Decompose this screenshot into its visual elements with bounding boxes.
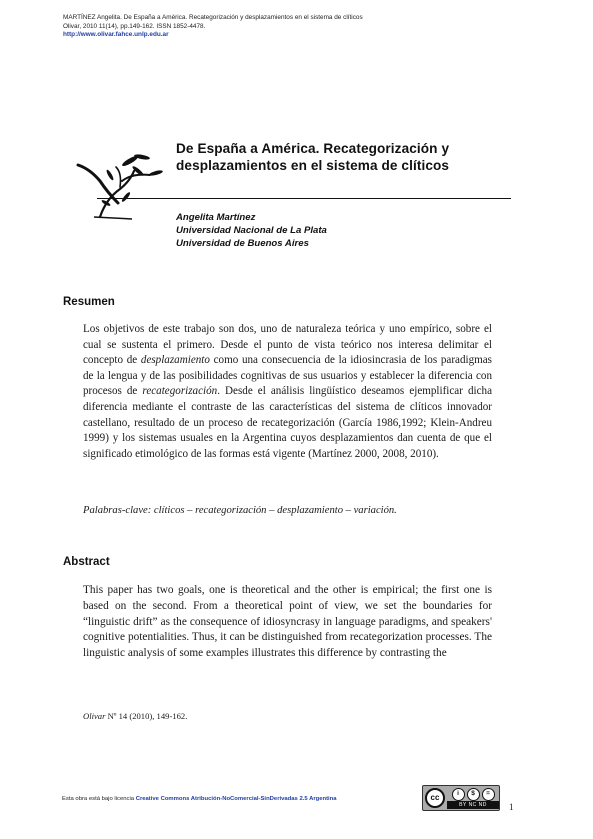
- resumen-paragraph: [83, 322, 492, 462]
- resumen-heading: Resumen: [63, 296, 115, 308]
- author-name: Angelita Martínez: [176, 212, 256, 223]
- resumen-text-part-2: como una consecuencia de la idiosincrasia de los paradigmas de la lengua y de las posibilidades cognitivas de sus usuarios y establecer la diferencia con procesos de: [83, 354, 492, 398]
- journal-name: Olivar: [83, 711, 106, 721]
- resumen-text-part-1: Los objetivos de este trabajo son dos, uno de naturaleza teórica y uno empírico, sobre el cual se sustenta el primero. Desde el punto de vista teórico nos interesa delimitar el concepto de: [83, 323, 492, 367]
- author-block: [176, 211, 327, 250]
- header-citation-line: MARTÍNEZ Angelita. De España a América. Recategorización y desplazamientos en el sistema de clíticos: [63, 14, 363, 21]
- page-number: 1: [509, 802, 514, 812]
- term-desplazamiento: desplazamiento: [140, 354, 210, 367]
- keywords: Palabras-clave: clíticos – recategorización – desplazamiento – variación.: [83, 505, 397, 516]
- abstract-paragraph: This paper has two goals, one is theoretical and the other is empirical; the first one is based on the second. From a theoretical point of view, we set the boundaries for “linguistic drift” as the consequence of idiosyncrasy in language paradigms, and speakers' cognitive potentialities. Thus, it can be distinguished from recategorization processes. The linguistic analysis of some examples illustrates this difference by contrasting the: [83, 584, 492, 660]
- creative-commons-icon[interactable]: [422, 785, 500, 811]
- title-line-1: De España a América. Recategorización y: [176, 141, 450, 156]
- article-title: [176, 140, 516, 174]
- title-divider: [97, 198, 511, 199]
- license-notice: [62, 796, 337, 802]
- journal-citation: [83, 711, 187, 721]
- affiliation-1: Universidad Nacional de La Plata: [176, 225, 327, 236]
- noderivs-icon: =: [482, 788, 495, 801]
- affiliation-2: Universidad de Buenos Aires: [176, 238, 309, 249]
- attribution-icon: i: [452, 788, 465, 801]
- license-prefix: Esta obra está bajo licencia: [62, 796, 136, 802]
- noncommercial-icon: $: [467, 788, 480, 801]
- cc-logo-icon: cc: [425, 788, 445, 808]
- citation-details: Nº 14 (2010), 149-162.: [105, 711, 188, 721]
- abstract-heading: Abstract: [63, 556, 110, 568]
- document-header: [63, 14, 363, 40]
- title-line-2: desplazamientos en el sistema de clíticos: [176, 158, 450, 173]
- cc-license-strip: BY NC ND: [447, 801, 499, 809]
- header-issn-line: Olivar, 2010 11(14), pp.149-162. ISSN 1852-4478.: [63, 22, 206, 30]
- term-recategorizacion: recategorización: [142, 385, 218, 398]
- header-url-link[interactable]: http://www.olivar.fahce.unlp.edu.ar: [63, 31, 169, 39]
- resumen-text-part-3: . Desde el análisis lingüístico deseamos ejemplificar dicha diferencia mediante el contraste de las características del sistema de clíticos innovador castellano, resultado de un proceso de recategorización (García 1986,1992; Klein-Andreu 1999) y los sistemas usuales en la Argentina cuyos desplazamientos dan cuenta de que el significado etimológico de las formas está vigente (Martínez 2000, 2008, 2010).: [83, 385, 492, 460]
- olivar-logo-icon: [76, 143, 172, 225]
- license-link[interactable]: Creative Commons Atribución-NoComercial-SinDerivadas 2.5 Argentina: [135, 796, 337, 802]
